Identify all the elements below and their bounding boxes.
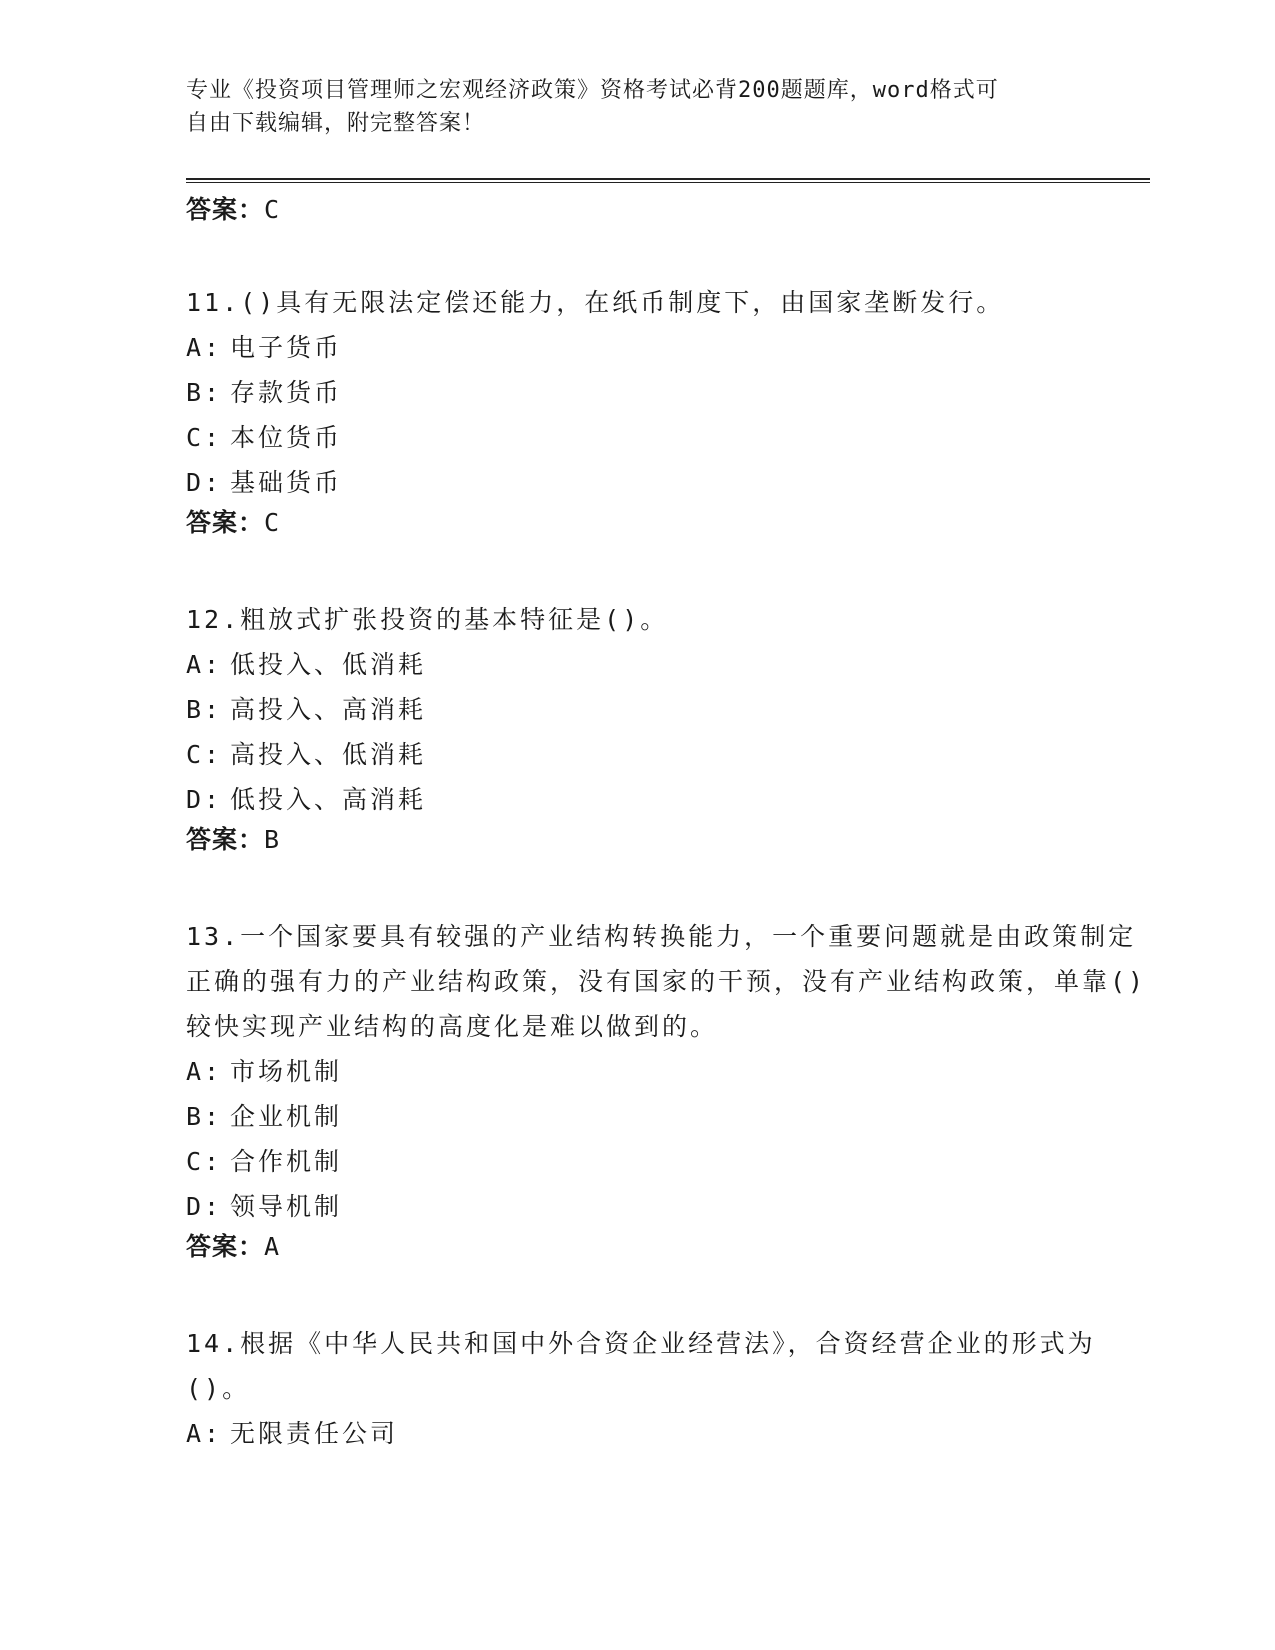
option-letter: B: [186, 695, 223, 724]
question-block [186, 914, 1150, 1265]
option-text: 低投入、低消耗 [230, 650, 427, 679]
header-line-1: 专业《投资项目管理师之宏观经济政策》资格考试必背200题题库，word格式可 [186, 78, 999, 103]
option-letter: A: [186, 333, 223, 362]
option-d [186, 1184, 1150, 1229]
document-body [186, 192, 1150, 1456]
answer-value: B [264, 825, 281, 854]
option-a [186, 325, 1150, 370]
answer-label: 答案： [186, 508, 265, 537]
option-b [186, 687, 1150, 732]
option-text: 高投入、高消耗 [230, 695, 427, 724]
question-stem: 12.粗放式扩张投资的基本特征是()。 [186, 605, 669, 634]
option-a [186, 642, 1150, 687]
option-text: 领导机制 [230, 1192, 343, 1221]
option-d [186, 777, 1150, 822]
answer-line [186, 1229, 1150, 1265]
option-letter: C: [186, 423, 223, 452]
document-header [186, 74, 1066, 140]
option-text: 基础货币 [230, 468, 343, 497]
option-text: 存款货币 [230, 378, 343, 407]
answer-line [186, 505, 1150, 541]
option-letter: D: [186, 785, 223, 814]
question-block [186, 1321, 1150, 1456]
option-letter: B: [186, 378, 223, 407]
option-text: 低投入、高消耗 [230, 785, 427, 814]
answer-value: A [264, 1232, 281, 1261]
option-text: 企业机制 [230, 1102, 343, 1131]
option-letter: B: [186, 1102, 223, 1131]
option-text: 合作机制 [230, 1147, 343, 1176]
answer-label: 答案： [186, 825, 265, 854]
answer-value: C [264, 195, 281, 224]
answer-line [186, 192, 1150, 228]
answer-label: 答案： [186, 195, 265, 224]
question-stem: 13.一个国家要具有较强的产业结构转换能力，一个重要问题就是由政策制定正确的强有力的产业结构政策，没有国家的干预，没有产业结构政策，单靠()较快实现产业结构的高度化是难以做到的。 [186, 922, 1147, 1041]
option-c [186, 415, 1150, 460]
option-text: 无限责任公司 [230, 1419, 399, 1448]
option-a [186, 1411, 1150, 1456]
option-text: 高投入、低消耗 [230, 740, 427, 769]
option-letter: A: [186, 1057, 223, 1086]
option-d [186, 460, 1150, 505]
question-block [186, 597, 1150, 858]
header-line-2: 自由下载编辑，附完整答案！ [186, 111, 486, 136]
option-letter: A: [186, 1419, 223, 1448]
question-stem: 11.()具有无限法定偿还能力，在纸币制度下，由国家垄断发行。 [186, 288, 1005, 317]
option-a [186, 1049, 1150, 1094]
option-text: 电子货币 [230, 333, 343, 362]
answer-value: C [264, 508, 281, 537]
question-block [186, 280, 1150, 541]
option-c [186, 732, 1150, 777]
header-divider [186, 178, 1150, 183]
answer-label: 答案： [186, 1232, 265, 1261]
option-c [186, 1139, 1150, 1184]
option-letter: C: [186, 740, 223, 769]
answer-line [186, 822, 1150, 858]
option-letter: A: [186, 650, 223, 679]
option-letter: C: [186, 1147, 223, 1176]
option-text: 市场机制 [230, 1057, 343, 1086]
option-text: 本位货币 [230, 423, 343, 452]
option-letter: D: [186, 1192, 223, 1221]
question-stem: 14.根据《中华人民共和国中外合资企业经营法》，合资经营企业的形式为()。 [186, 1329, 1096, 1403]
option-b [186, 370, 1150, 415]
option-letter: D: [186, 468, 223, 497]
option-b [186, 1094, 1150, 1139]
